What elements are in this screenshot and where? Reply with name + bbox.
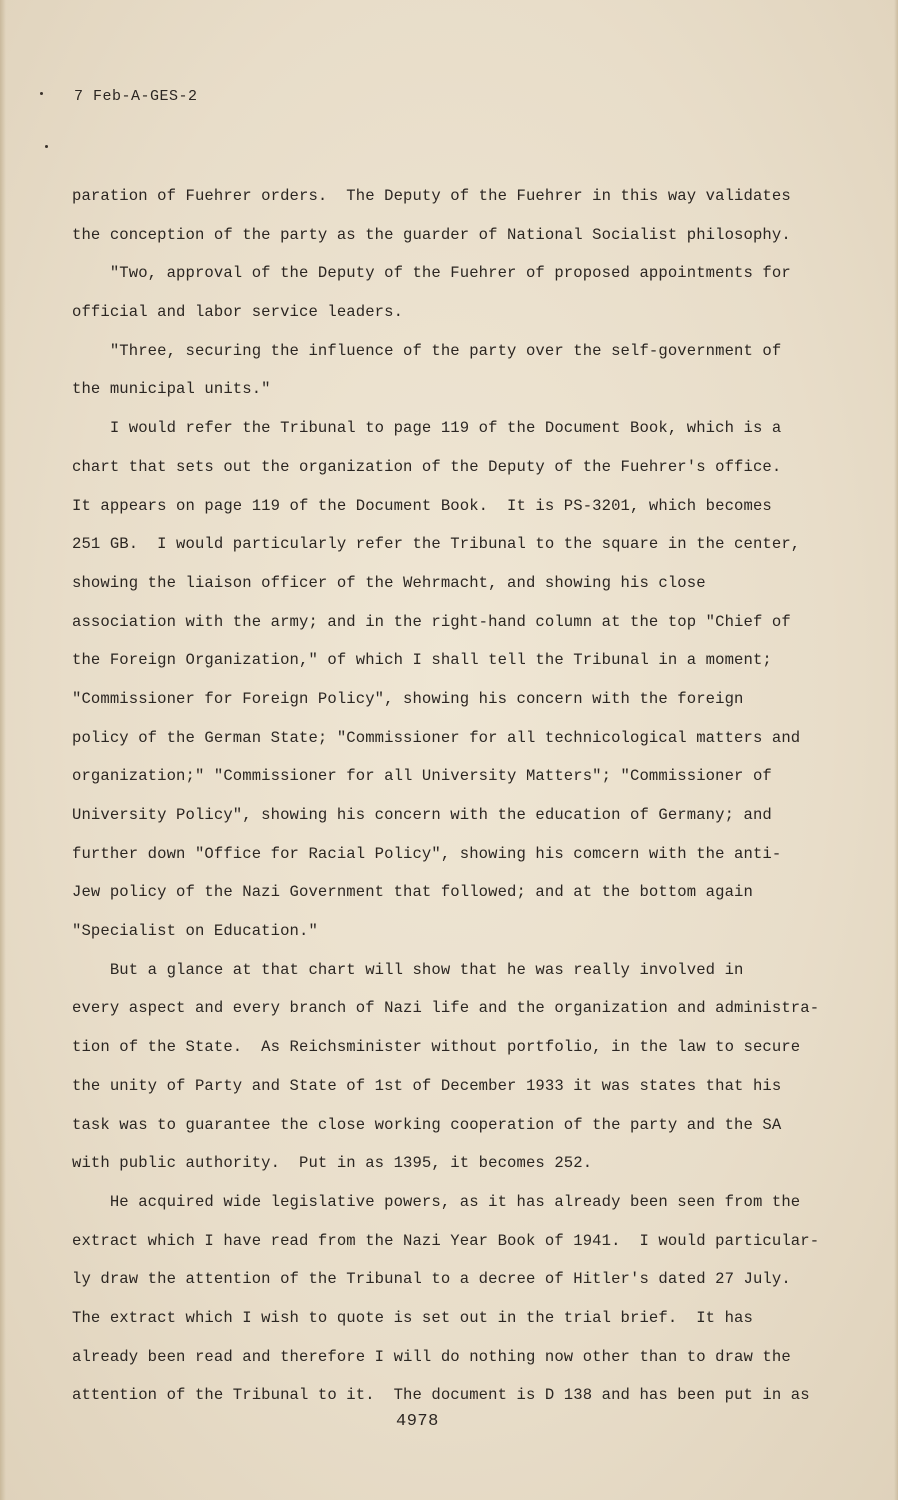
typed-body-text (72, 183, 832, 1421)
document-id-header: 7 Feb-A-GES-2 (74, 88, 198, 105)
text-line: The extract which I wish to quote is set out in the trial brief. It has (72, 1308, 753, 1327)
text-line: I would refer the Tribunal to page 119 of the Document Book, which is a (72, 419, 782, 438)
text-line: organization;" "Commissioner for all University Matters"; "Commissioner of (72, 767, 772, 786)
text-line: "Commissioner for Foreign Policy", showing his concern with the foreign (72, 689, 744, 708)
text-line: "Three, securing the influence of the party over the self-government of (72, 341, 782, 360)
text-line: extract which I have read from the Nazi Year Book of 1941. I would particular- (72, 1231, 820, 1250)
ink-mark (45, 145, 48, 148)
page-number: 4978 (396, 1412, 439, 1431)
text-line: already been read and therefore I will do nothing now other than to draw the (72, 1347, 791, 1366)
text-line: "Specialist on Education." (72, 922, 318, 941)
text-line: every aspect and every branch of Nazi life and the organization and administra- (72, 999, 820, 1018)
text-line: 251 GB. I would particularly refer the Tribunal to the square in the center, (72, 535, 801, 554)
text-line: tion of the State. As Reichsminister without portfolio, in the law to secure (72, 1038, 801, 1057)
text-line: ly draw the attention of the Tribunal to a decree of Hitler's dated 27 July. (72, 1270, 791, 1289)
text-line: Jew policy of the Nazi Government that followed; and at the bottom again (72, 883, 753, 902)
text-line: attention of the Tribunal to it. The document is D 138 and has been put in as (72, 1386, 810, 1405)
text-line: showing the liaison officer of the Wehrmacht, and showing his close (72, 573, 706, 592)
text-line: But a glance at that chart will show that he was really involved in (72, 960, 744, 979)
text-line: with public authority. Put in as 1395, it becomes 252. (72, 1154, 593, 1173)
page-left-edge (0, 0, 6, 1500)
ink-mark (40, 92, 43, 95)
text-line: It appears on page 119 of the Document Book. It is PS-3201, which becomes (72, 496, 772, 515)
text-line: the municipal units." (72, 380, 271, 399)
text-line: further down "Office for Racial Policy", showing his comcern with the anti- (72, 844, 782, 863)
text-line: paration of Fuehrer orders. The Deputy of the Fuehrer in this way validates (72, 187, 791, 205)
text-line: chart that sets out the organization of the Deputy of the Fuehrer's office. (72, 457, 782, 476)
text-line: He acquired wide legislative powers, as it has already been seen from the (72, 1192, 801, 1211)
page-right-edge (894, 0, 898, 1500)
text-line: "Two, approval of the Deputy of the Fuehrer of proposed appointments for (72, 264, 791, 283)
text-line: the conception of the party as the guarder of National Socialist philosophy. (72, 225, 791, 244)
text-line: official and labor service leaders. (72, 303, 404, 322)
text-line: association with the army; and in the right-hand column at the top "Chief of (72, 612, 791, 631)
text-line: policy of the German State; "Commissioner for all technicological matters and (72, 728, 801, 747)
text-line: the Foreign Organization," of which I shall tell the Tribunal in a moment; (72, 651, 772, 670)
text-line: task was to guarantee the close working cooperation of the party and the SA (72, 1115, 782, 1134)
text-line: University Policy", showing his concern with the education of Germany; and (72, 806, 772, 824)
text-line: the unity of Party and State of 1st of December 1933 it was states that his (72, 1076, 782, 1095)
